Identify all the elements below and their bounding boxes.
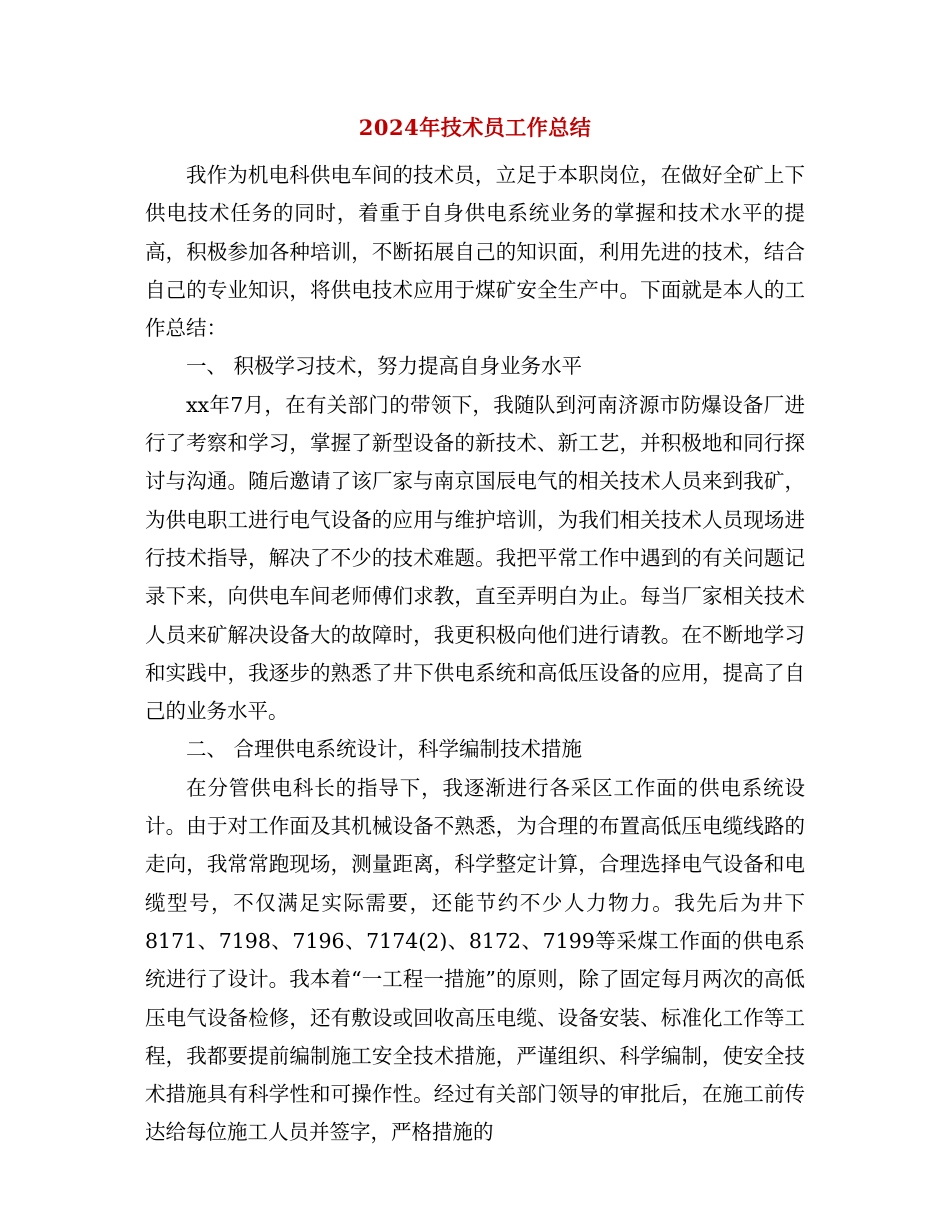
- document-body: [145, 156, 805, 1152]
- section-heading-2: 二、 合理供电系统设计，科学编制技术措施: [186, 737, 583, 762]
- section-1-paragraph: xx年7月，在有关部门的带领下，我随队到河南济源市防爆设备厂进行了考察和学习，掌握了新型设备的新技术、新工艺，并积极地和同行探讨与沟通。随后邀请了该厂家与南京国辰电气的相关技术人员来到我矿，为供电职工进行电气设备的应用与维护培训，为我们相关技术人员现场进行技术指导，解决了不少的技术难题。我把平常工作中遇到的有关问题记录下来，向供电车间老师傅们求教，直至弄明白为止。每当厂家相关技术人员来矿解决设备大的故障时，我更积极向他们进行请教。在不断地学习和实践中，我逐步的熟悉了井下供电系统和高低压设备的应用，提高了自己的业务水平。: [145, 392, 805, 724]
- intro-paragraph: 我作为机电科供电车间的技术员，立足于本职岗位，在做好全矿上下供电技术任务的同时，着重于自身供电系统业务的掌握和技术水平的提高，积极参加各种培训，不断拓展自己的知识面，利用先进的技术，结合自己的专业知识，将供电技术应用于煤矿安全生产中。下面就是本人的工作总结：: [145, 163, 805, 341]
- section-heading-1: 一、 积极学习技术，努力提高自身业务水平: [186, 354, 583, 379]
- document-title: 2024年技术员工作总结: [358, 115, 592, 140]
- section-2-paragraph: 在分管供电科长的指导下，我逐渐进行各采区工作面的供电系统设计。由于对工作面及其机械设备不熟悉，为合理的布置高低压电缆线路的走向，我常常跑现场，测量距离，科学整定计算，合理选择电气设备和电缆型号，不仅满足实际需要，还能节约不少人力物力。我先后为井下8171、7198、7196、7174(2)、8172、7199等采煤工作面的供电系统进行了设计。我本着“一工程一措施”的原则，除了固定每月两次的高低压电气设备检修，还有敷设或回收高压电缆、设备安装、标准化工作等工程，我都要提前编制施工安全技术措施，严谨组织、科学编制，使安全技术措施具有科学性和可操作性。经过有关部门领导的审批后，在施工前传达给每位施工人员并签字，严格措施的: [145, 775, 805, 1145]
